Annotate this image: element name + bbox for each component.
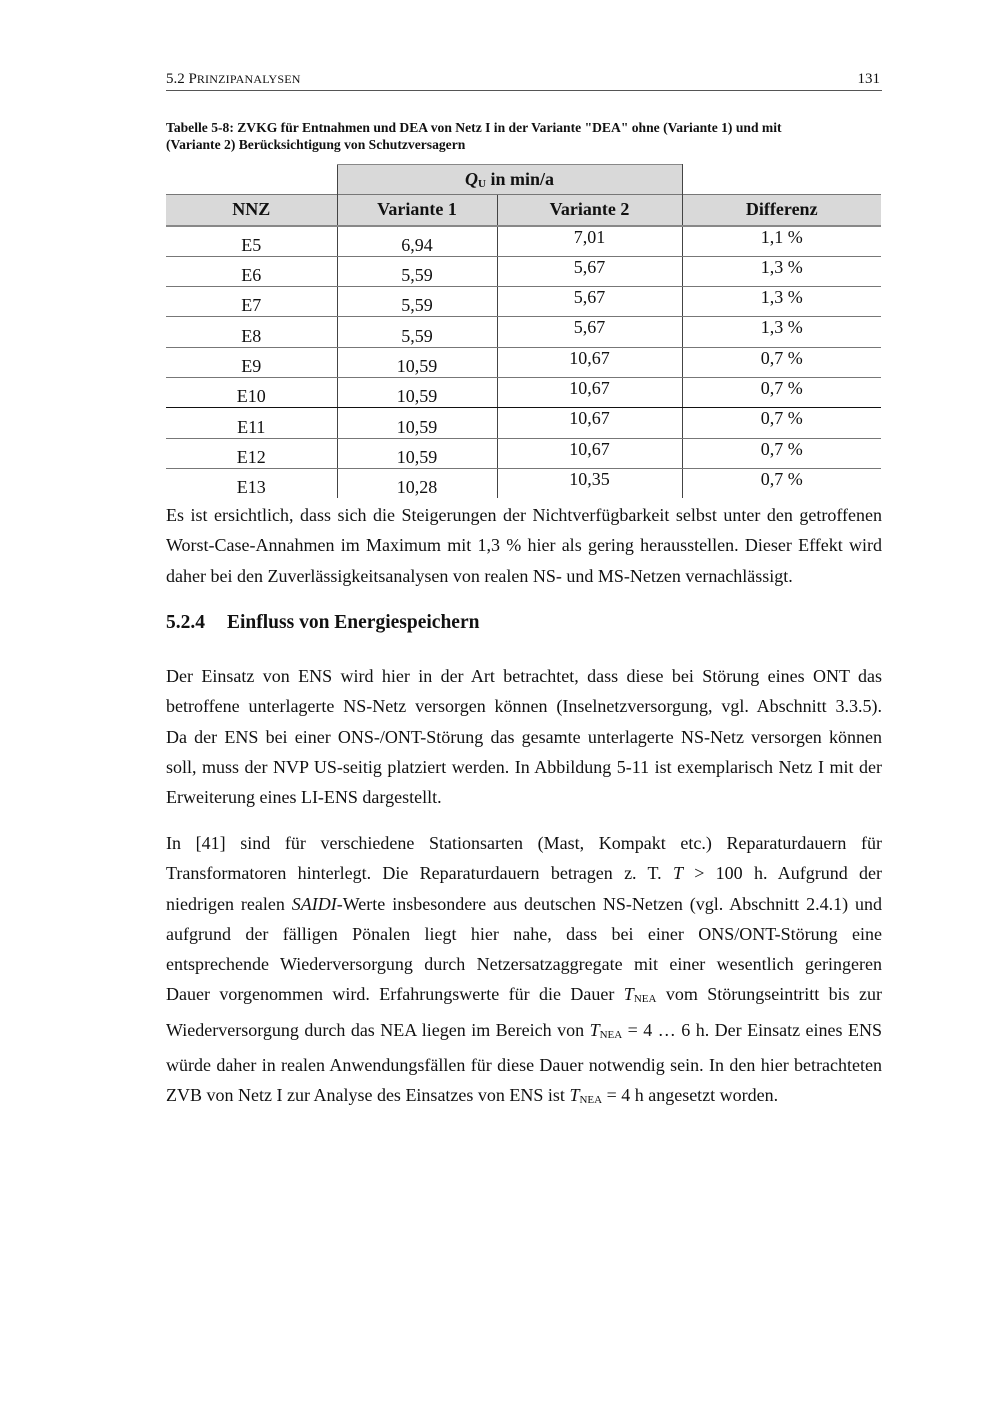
table-row: E11 10,59 10,67 0,7 %: [166, 408, 881, 438]
table-row: E13 10,28 10,35 0,7 %: [166, 468, 881, 498]
table-row: E12 10,59 10,67 0,7 %: [166, 438, 881, 468]
running-header: [166, 68, 882, 91]
table-row: E7 5,59 5,67 1,3 %: [166, 287, 881, 317]
paragraph-table-discussion: Es ist ersichtlich, dass sich die Steigerungen der Nichtverfügbarkeit selbst unter den getroffenen Worst-Case-Annahmen im Maximum mit 1,3 % hier als gering herausstellen. Dieser Effekt wird daher bei den Zuverlässigkeitsanalysen von realen NS- und MS-Netzen vernachlässigt.: [166, 505, 882, 586]
column-header-nnz: NNZ: [166, 195, 337, 226]
section-title: Einfluss von Energiespeichern: [227, 612, 480, 633]
paragraph-energy-storage-intro: Der Einsatz von ENS wird hier in der Art betrachtet, dass diese bei Störung eines ONT das betroffene unterlagerte NS-Netz versorgen können (Inselnetzversorgung, vgl. Abschnitt 3.3.5). Da der ENS bei einer ONS-/ONT-Störung das gesamte unterlagerte NS-Netz versorgen können soll, muss der NVP US-seitig platziert werden. In Abbildung 5-11 ist exemplarisch Netz I mit der Erweiterung eines LI-ENS dargestellt.: [166, 666, 882, 808]
table-caption: Tabelle 5-8: ZVKG für Entnahmen und DEA von Netz I in der Variante "DEA" ohne (Variante 1) und mit (Variante 2) Berücksichtigung von Schutzversagern: [166, 120, 782, 152]
table-row: E10 10,59 10,67 0,7 %: [166, 378, 881, 408]
column-header-variante-2: Variante 2: [497, 195, 682, 226]
running-header-section: 5.2 PRINZIPANALYSEN: [166, 71, 301, 87]
section-number: 5.2.4: [166, 612, 205, 633]
table-row: E5 6,94 7,01 1,1 %: [166, 226, 881, 257]
paragraph-repair-durations: In [41] sind für verschiedene Stationsarten (Mast, Kompakt etc.) Reparaturdauern für Transformatoren hinterlegt. Die Reparaturdauern betragen z. T. T > 100 h. Aufgrund der niedrigen realen SAIDI-Werte insbesondere aus deutschen NS-Netzen (vgl. Abschnitt 2.4.1) und aufgrund der fälligen Pönalen liegt hier nahe, dass bei einer ONS/ONT-Störung eine entsprechende Wiederversorgung durch Netzersatzaggregate mit einer wesentlich geringeren Dauer vorgenommen wird. Erfahrungswerte für die Dauer $T_{NEA}$ vom Störungseintritt bis zur Wiederversorgung durch das NEA liegen im Bereich von $T_{NEA} = 4$ … 6 h. Der Einsatz eines ENS würde daher in realen Anwendungsfällen für diese Dauer notwendig sein. In den hier betrachteten ZVB von Netz I zur Analyse des Einsatzes von ENS ist $T_{NEA} = 4$ h angesetzt worden.: [166, 833, 883, 1107]
table-header-row: [166, 195, 881, 226]
page-number: 131: [857, 71, 880, 87]
column-header-variante-1: Variante 1: [337, 195, 497, 226]
table-row: E8 5,59 5,67 1,3 %: [166, 317, 881, 347]
section-heading: [166, 612, 479, 634]
results-table: [166, 164, 881, 498]
table-group-header-row: [166, 165, 881, 195]
column-header-differenz: Differenz: [682, 195, 881, 226]
table-row: E9 10,59 10,67 0,7 %: [166, 347, 881, 377]
table-row: E6 5,59 5,67 1,3 %: [166, 256, 881, 286]
group-header-qu: $Q_U$ in min/a: [337, 165, 682, 195]
